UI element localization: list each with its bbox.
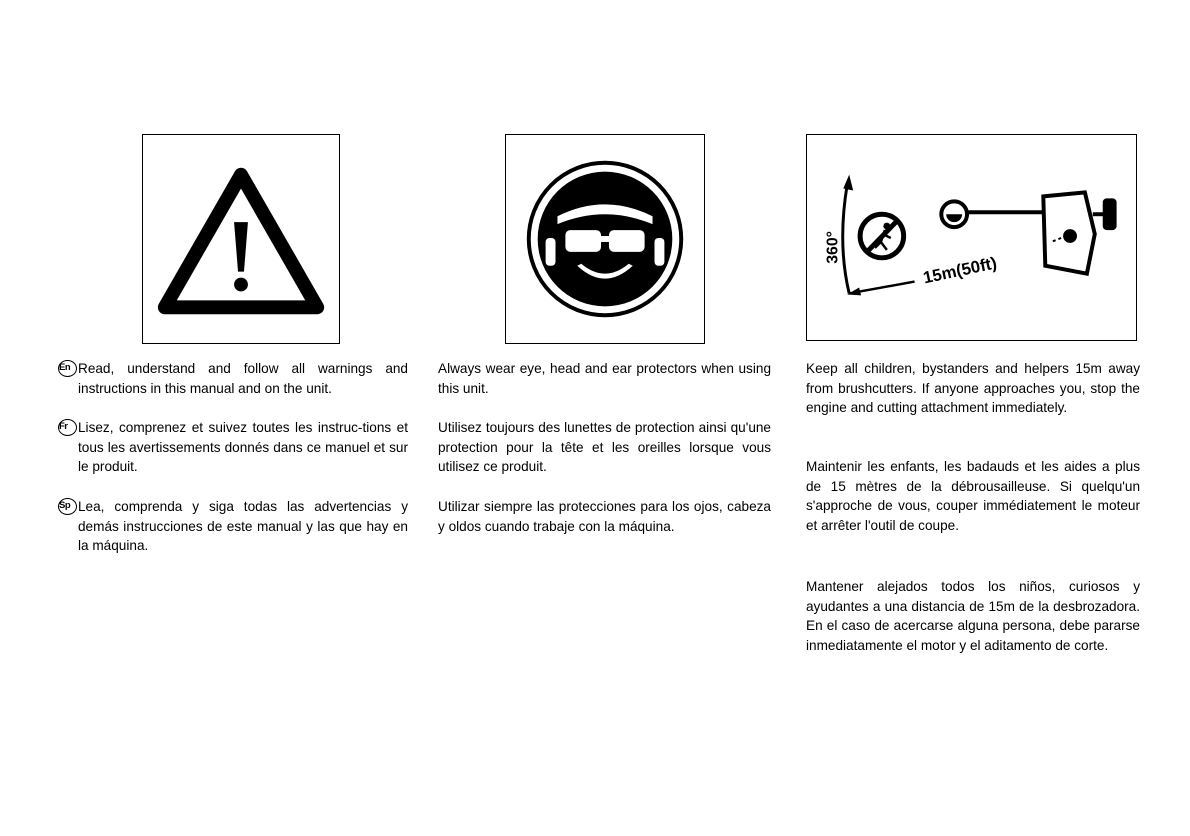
- distance-label: 15m(50ft): [921, 253, 999, 288]
- protectors-paragraph-sp: Utilizar siempre las protecciones para los ojos, cabeza y oldos cuando trabaje con la máquina.: [438, 499, 771, 534]
- distance-pictogram: [806, 134, 1137, 341]
- distance-paragraph-fr: Maintenir les enfants, les badauds et les aides a plus de 15 mètres de la débrousailleuse. Si quelqu'un s'approche de vous, couper immédiatement le moteur et arrêter l'outil de coupe.: [806, 459, 1140, 533]
- keep-distance-icon: [807, 135, 1136, 340]
- warnings-text-fr: Lisez, comprenez et suivez toutes les instruc-tions et tous les avertissements donnés dans ce manuel et sur le produit.: [78, 420, 408, 474]
- protectors-paragraph-fr: Utilisez toujours des lunettes de protection ainsi qu'une protection pour la tête et les oreilles lorsque vous utilisez ce produit.: [438, 420, 771, 474]
- distance-paragraph-sp: Mantener alejados todos los niños, curiosos y ayudantes a una distancia de 15m de la desbrozadora. En el caso de acercarse alguna persona, debe pararse inmediatamente el motor y el aditamento de corte.: [806, 579, 1140, 653]
- protective-gear-icon: [506, 135, 704, 343]
- protectors-paragraph-en: Always wear eye, head and ear protectors when using this unit.: [438, 361, 771, 396]
- angle-label: 360°: [824, 230, 842, 264]
- lang-badge-sp: Sp: [58, 498, 77, 515]
- paragraph-fr: [59, 418, 408, 477]
- paragraph-en: [59, 359, 408, 398]
- warnings-text-sp: Lea, comprenda y siga todas las advertencias y demás instrucciones de este manual y las que hay en la máquina.: [78, 499, 408, 553]
- warnings-text-en: Read, understand and follow all warnings and instructions in this manual and on the unit.: [78, 361, 408, 396]
- warning-pictogram: [142, 134, 340, 344]
- distance-paragraph-en: Keep all children, bystanders and helpers 15m away from brushcutters. If anyone approaches you, stop the engine and cutting attachment immediately.: [806, 361, 1140, 415]
- protection-pictogram: [505, 134, 705, 344]
- lang-badge-fr: Fr: [58, 419, 77, 436]
- warning-triangle-icon: [143, 135, 339, 343]
- paragraph-sp: [59, 497, 408, 556]
- lang-badge-en: En: [58, 360, 77, 377]
